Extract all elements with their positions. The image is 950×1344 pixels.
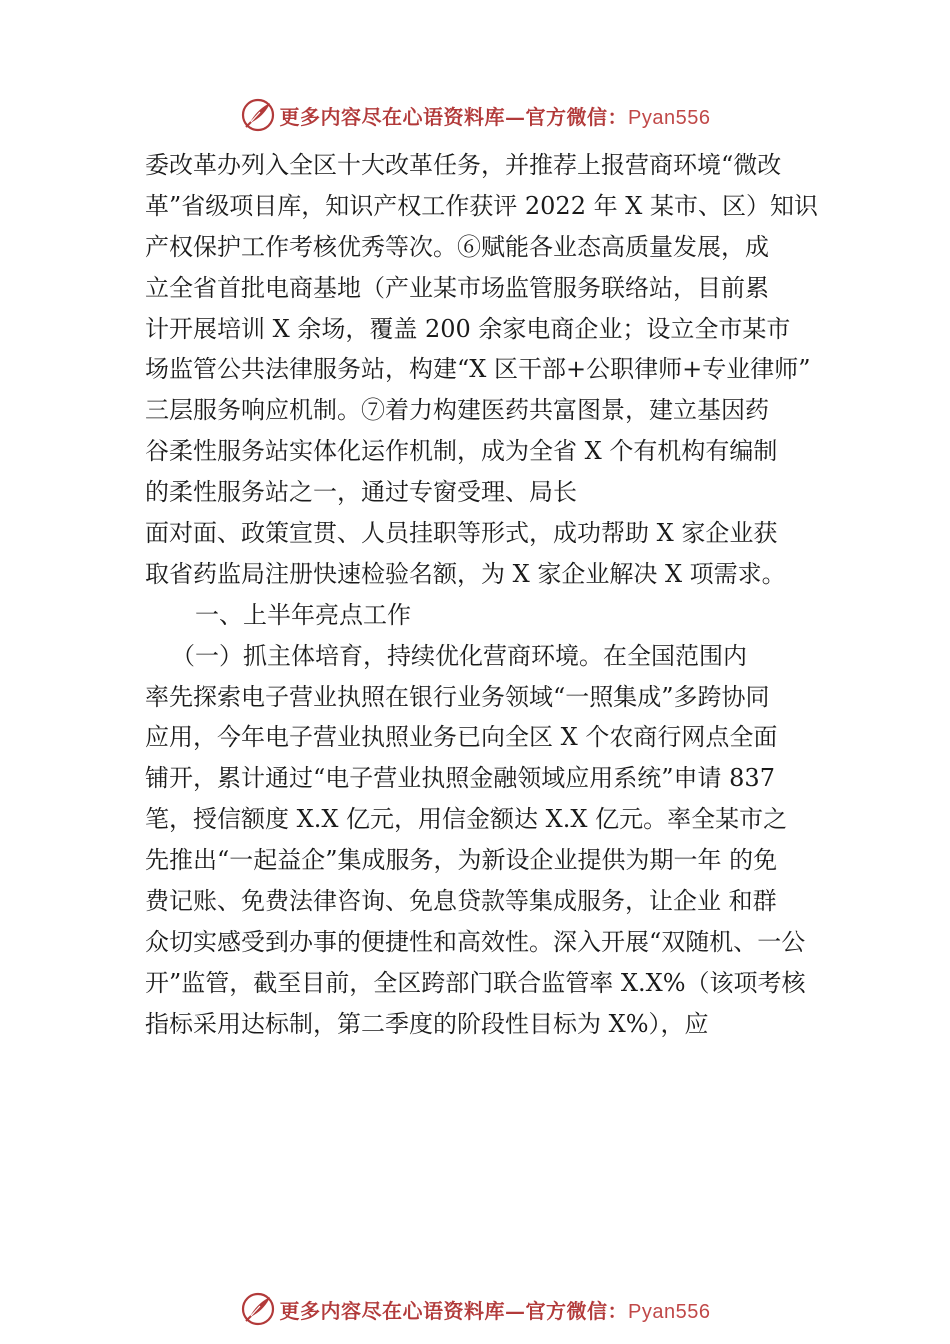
paragraph-line: 计开展培训 X 余场，覆盖 200 余家电商企业；设立全市某市 — [145, 314, 791, 343]
paragraph-line: 面对面、政策宣贯、人员挂职等形式，成功帮助 X 家企业获 — [145, 519, 778, 548]
paragraph-line: 的柔性服务站之一，通过专窗受理、局长 — [145, 478, 577, 507]
footer-banner — [0, 1289, 950, 1329]
quill-pen-logo-icon — [240, 97, 276, 133]
paragraph-line: 委改革办列入全区十大改革任务，并推荐上报营商环境“微改 — [145, 151, 782, 179]
paragraph-line: 先推出“一起益企”集成服务，为新设企业提供为期一年 的免 — [145, 846, 778, 875]
header-banner — [0, 95, 950, 135]
footer-brand-text: 更多内容尽在心语资料库—官方微信： — [279, 1298, 629, 1323]
header-banner-text — [280, 101, 711, 130]
paragraph-line: 指标采用达标制，第二季度的阶段性目标为 X%），应 — [145, 1009, 709, 1038]
paragraph-line: 谷柔性服务站实体化运作机制，成为全省 X 个有机构有编制 — [145, 437, 778, 466]
paragraph-line: 开”监管，截至目前，全区跨部门联合监管率 X.X%（该项考核 — [145, 968, 806, 997]
paragraph-line: 众切实感受到办事的便捷性和高效性。深入开展“双随机、一公 — [145, 927, 806, 956]
paragraph-line: 费记账、免费法律咨询、免息贷款等集成服务，让企业 和群 — [145, 887, 777, 916]
paragraph-line: 革”省级项目库，知识产权工作获评 2022 年 X 某市、区）知识 — [145, 191, 818, 220]
subsection-heading: （一）抓主体培育，持续优化营商环境。在全国范围内 — [171, 641, 747, 670]
footer-banner-text — [280, 1295, 711, 1324]
paragraph-line: 三层服务响应机制。⑦着力构建医药共富图景，建立基因药 — [145, 396, 769, 425]
paragraph-line: 场监管公共法律服务站，构建“X 区干部+公职律师+专业律师” — [145, 355, 811, 384]
paragraph-line: 率先探索电子营业执照在银行业务领域“一照集成”多跨协同 — [145, 682, 770, 711]
paragraph-line: 产权保护工作考核优秀等次。⑥赋能各业态高质量发展，成 — [145, 232, 769, 261]
paragraph-line: 铺开，累计通过“电子营业执照金融领域应用系统”申请 837 — [145, 764, 775, 793]
header-brand-text: 更多内容尽在心语资料库—官方微信： — [279, 104, 629, 129]
header-wechat-id: Pyan556 — [628, 106, 711, 129]
footer-wechat-id: Pyan556 — [628, 1300, 711, 1323]
section-heading: 一、上半年亮点工作 — [195, 600, 411, 629]
paragraph-line: 应用，今年电子营业执照业务已向全区 X 个农商行网点全面 — [145, 723, 778, 752]
document-body — [145, 145, 835, 1045]
quill-pen-logo-icon — [240, 1291, 276, 1327]
paragraph-line: 取省药监局注册快速检验名额，为 X 家企业解决 X 项需求。 — [145, 559, 786, 588]
paragraph-line: 立全省首批电商基地（产业某市场监管服务联络站，目前累 — [145, 273, 769, 302]
paragraph-line: 笔，授信额度 X.X 亿元，用信金额达 X.X 亿元。率全某市之 — [145, 805, 788, 834]
